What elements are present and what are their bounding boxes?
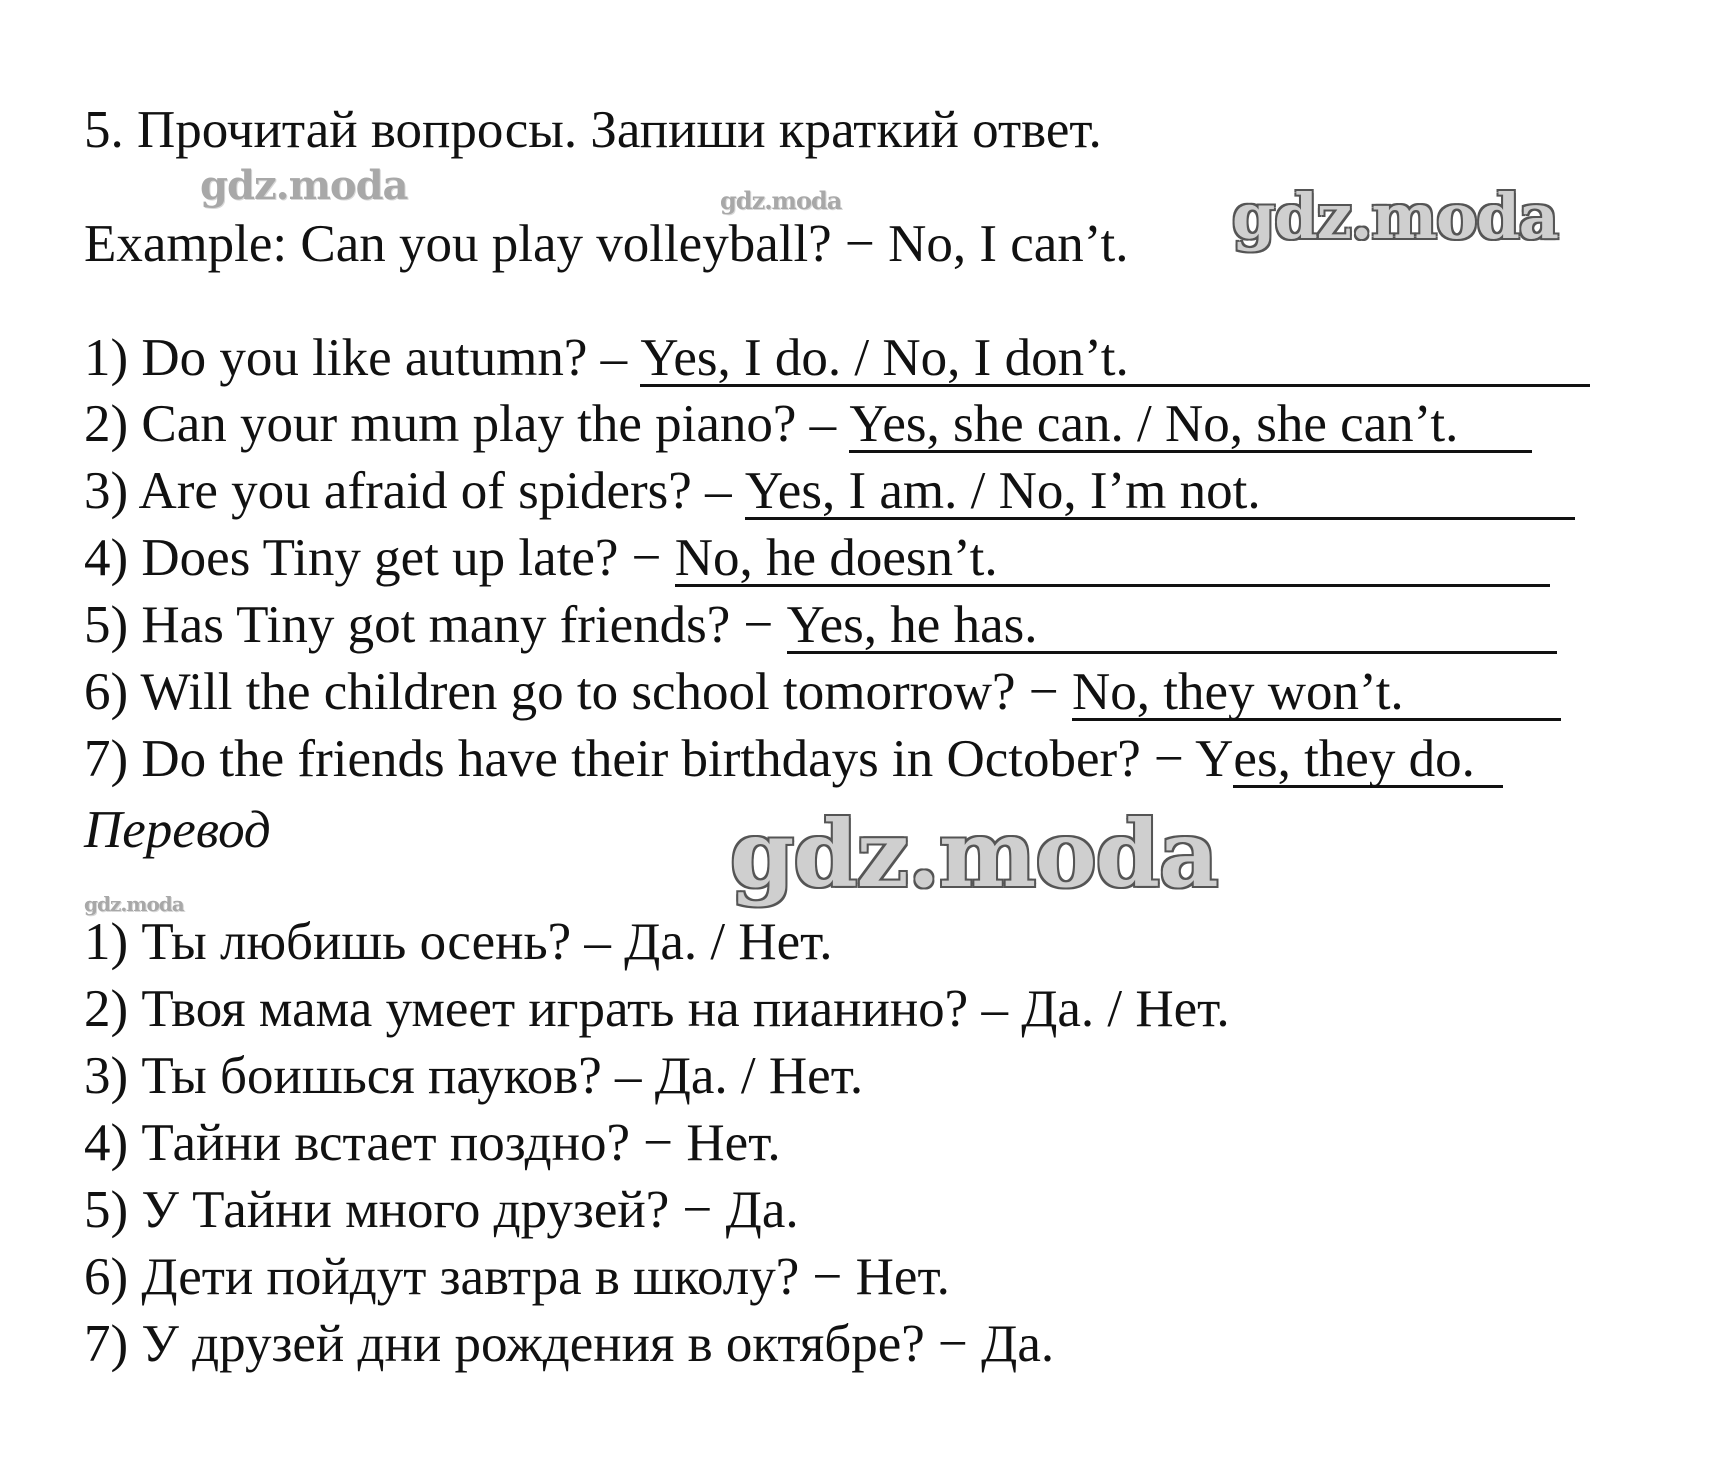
- example-line: Example: Can you play volleyball? − No, I can’t.: [84, 215, 1129, 273]
- question-text: 3) Are you afraid of spiders? –: [84, 462, 745, 520]
- task-heading: 5. Прочитай вопросы. Запиши краткий ответ.: [84, 101, 1102, 159]
- translation-line: 7) У друзей дни рождения в октябре? − Да.: [84, 1315, 1055, 1373]
- question-text: 6) Will the children go to school tomorrow? −: [84, 663, 1072, 721]
- answer-blank: No, he doesn’t.: [675, 532, 1550, 587]
- translation-line: 5) У Тайни много друзей? − Да.: [84, 1181, 799, 1239]
- question-2: [84, 394, 1532, 454]
- answer-blank: Yes, I am. / No, I’m not.: [745, 465, 1575, 520]
- watermark: gdz.moda: [200, 162, 408, 209]
- question-text: 5) Has Tiny got many friends? −: [84, 596, 787, 654]
- watermark: gdz.moda: [720, 186, 842, 215]
- translation-line: 2) Твоя мама умеет играть на пианино? – Да. / Нет.: [84, 980, 1230, 1038]
- answer-blank: Yes, he has.: [787, 599, 1557, 654]
- translation-line: 4) Тайни встает поздно? − Нет.: [84, 1114, 781, 1172]
- translation-heading: Перевод: [84, 801, 271, 859]
- watermark: gdz.moda: [1232, 180, 1558, 253]
- answer-blank: Yes, she can. / No, she can’t.: [849, 398, 1532, 453]
- question-text: 7) Do the friends have their birthdays in October? − Y: [84, 730, 1234, 788]
- question-text: 4) Does Tiny get up late? −: [84, 529, 675, 587]
- question-3: [84, 461, 1575, 521]
- answer-blank: es, they do.: [1233, 733, 1503, 788]
- translation-line: 6) Дети пойдут завтра в школу? − Нет.: [84, 1248, 950, 1306]
- question-4: [84, 528, 1550, 588]
- question-text: 2) Can your mum play the piano? –: [84, 395, 850, 453]
- question-7: [84, 729, 1503, 789]
- question-1: [84, 328, 1590, 388]
- translation-line: 1) Ты любишь осень? – Да. / Нет.: [84, 913, 833, 971]
- answer-blank: No, they won’t.: [1072, 666, 1561, 721]
- question-text: 1) Do you like autumn? –: [84, 329, 641, 387]
- question-6: [84, 662, 1561, 722]
- answer-blank: Yes, I do. / No, I don’t.: [640, 332, 1590, 387]
- watermark: gdz.moda: [84, 892, 184, 916]
- question-5: [84, 595, 1557, 655]
- translation-line: 3) Ты боишься пауков? – Да. / Нет.: [84, 1047, 864, 1105]
- watermark: gdz.moda: [730, 800, 1218, 908]
